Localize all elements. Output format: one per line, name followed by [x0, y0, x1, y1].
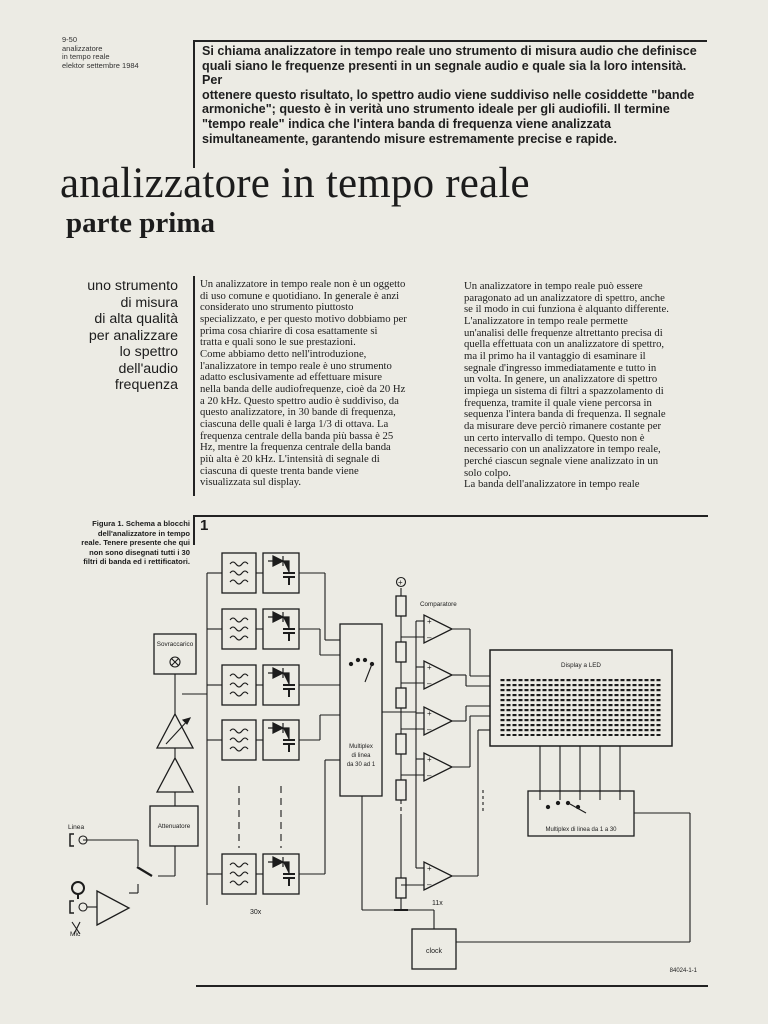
label-attenuatore: Attenuatore — [157, 823, 191, 830]
lede-line: frequenza — [114, 377, 178, 393]
text-line: l'analizzatore in tempo reale è uno strumento — [200, 359, 392, 372]
block-diagram: + – + Sovraccarico Attenuatore Linea Mic 30x Multiplex di linea da 30 ad 1 Comparatore 11x Display a LED Multiplex di linea da 1 a 30 clock 84024-1-1 — [3, 2, 697, 974]
text-line: sequenza l'intera banda di frequenza. Il segnale — [464, 408, 666, 421]
comparator-2 — [424, 661, 452, 689]
text-line: solo colpo. — [464, 466, 511, 479]
text-line: perché ciascun segnale viene analizzato in un — [464, 454, 659, 467]
lede-line: lo spettro — [119, 344, 178, 360]
text-line: nella banda delle audiofrequenze, cioè da 20 Hz — [200, 382, 406, 395]
text-line: di uso comune e quotidiano. In generale è anzi — [200, 289, 400, 302]
intro-line: simultaneamente, garantendo misure estremamente precise e rapide. — [202, 131, 618, 146]
text-line: L'analizzatore in tempo reale permette — [464, 314, 628, 327]
intro-line: Si chiama analizzatore in tempo reale uno strumento di misura audio che definisce — [202, 44, 697, 58]
text-line: Come abbiamo detto nell'introduzione, — [200, 347, 367, 360]
bandpass-filter-3 — [222, 665, 256, 705]
caption-line: filtri di banda ed i rettificatori. — [83, 557, 190, 566]
figure-number: 1 — [200, 517, 209, 534]
lede-line: per analizzare — [88, 327, 178, 344]
lede-line: dell'audio — [118, 360, 178, 377]
article-subtitle: parte prima — [66, 207, 215, 239]
text-line: Hz, mentre la frequenza centrale della banda — [200, 441, 391, 454]
text-line: segnale d'ingresso immediatamente e tutto in — [464, 361, 657, 374]
rectifier-4 — [263, 720, 299, 760]
text-line: ciascuna di queste trenta bande viene — [200, 464, 359, 477]
rectifier-2 — [263, 609, 299, 649]
caption-line: dell'analizzatore in tempo — [97, 528, 190, 538]
text-line: tratta e quali sono le sue prestazioni. — [200, 336, 356, 349]
label-multiplex-3: da 30 ad 1 — [346, 762, 376, 768]
meta-topic: analizzatore — [62, 43, 103, 53]
meta-issue: elektor settembre 1984 — [62, 60, 139, 70]
text-line: considerato uno strumento piuttosto — [200, 301, 354, 314]
intro-line: ottenere questo risultato, lo spettro audio viene suddiviso nelle cosiddette "bande — [202, 87, 695, 102]
page-number: 9-50 — [62, 35, 78, 44]
text-line: La banda dell'analizzatore in tempo reale — [464, 478, 640, 491]
text-line: un'analisi delle frequenze altrettanto precisa di — [464, 326, 663, 339]
label-comparator-count: 11x — [432, 900, 443, 907]
label-multiplex2: Multiplex di linea da 1 a 30 — [545, 827, 617, 833]
label-clock: clock — [426, 948, 442, 955]
text-line: Un analizzatore in tempo reale non è un oggetto — [200, 278, 406, 290]
comparator-3 — [424, 707, 452, 735]
text-line: quella effettuata con un analizzatore di spettro, — [464, 338, 665, 351]
rectifier-3 — [263, 665, 299, 705]
label-linea: Linea — [68, 824, 85, 831]
text-line: ma il primo ha il vantaggio di esaminare il — [464, 349, 646, 362]
text-line: frequenza, tramite il quale viene percorsa in — [464, 396, 652, 409]
article-title: analizzatore in tempo reale — [60, 160, 530, 207]
caption-line: reale. Tenere presente che qui — [81, 538, 190, 547]
text-line: frequenza centrale della banda più bassa è 25 — [200, 429, 394, 442]
rectifier-1 — [263, 553, 299, 593]
comparator-11 — [424, 862, 452, 890]
bandpass-filter-30 — [222, 854, 256, 894]
text-line: necessario con un analizzatore in tempo reale, — [464, 443, 661, 456]
label-multiplex-1: Multiplex — [349, 744, 373, 750]
text-line: questo analizzatore, in 30 bande di frequenza, — [200, 406, 396, 419]
text-line: specializzato, e per questo motivo dobbiamo per — [200, 312, 407, 325]
caption-line: non sono disegnati tutti i 30 — [89, 547, 190, 557]
comparator-4 — [424, 753, 452, 781]
lede-line: di alta qualità — [94, 311, 178, 327]
bottom-rule — [196, 985, 708, 987]
lede-line: di misura — [120, 294, 178, 311]
text-line: Un analizzatore in tempo reale può essere — [464, 280, 643, 292]
label-filters-count: 30x — [250, 909, 262, 916]
text-line: a 20 kHz. Questo spettro audio è suddiviso, da — [200, 394, 399, 407]
intro-line: quali siano le frequenze presenti in un segnale audio e quale sia la loro intensità. Per — [202, 58, 687, 88]
label-sovraccarico: Sovraccarico — [156, 641, 194, 648]
text-line: impiega un sistema di filtri a spazzolamento di — [464, 384, 664, 397]
label-display: Display a LED — [561, 662, 601, 669]
intro-line: armoniche"; questo è in verità uno strumento ideale per gli audiofili. Il termine — [202, 102, 670, 117]
caption-line: Figura 1. Schema a blocchi — [92, 519, 190, 528]
meta-topic-2: in tempo reale — [62, 52, 110, 61]
text-line: paragonato ad un analizzatore di spettro, anche — [464, 291, 665, 304]
text-line: prima cosa chiarire di cosa esattamente si — [200, 324, 378, 337]
bandpass-filter-2 — [222, 609, 256, 649]
bandpass-filter-4 — [222, 720, 256, 760]
text-line: ciascuna delle quali è larga 1/3 di ottava. La — [200, 417, 389, 430]
rectifier-30 — [263, 854, 299, 894]
figure-code: 84024-1-1 — [669, 968, 697, 974]
bandpass-filter-1 — [222, 553, 256, 593]
lede-line: uno strumento — [87, 278, 178, 294]
text-line: un certo intervallo di tempo. Questo non è — [464, 431, 645, 444]
plus-supply-symbol: + — [398, 578, 403, 587]
intro-line: "tempo reale" indica che l'intera banda di frequenza viene analizzata — [202, 116, 611, 131]
label-multiplex-2: di linea — [351, 753, 371, 759]
label-mic: Mic — [70, 931, 81, 938]
text-line: adatto esclusivamente ad effettuare misure — [200, 371, 383, 384]
text-line: da misurare deve perciò rimanere costante per — [464, 419, 662, 432]
text-line: più alta è 20 kHz. L'intensità di segnale di — [200, 452, 380, 465]
label-comparatore: Comparatore — [420, 601, 457, 608]
comparator-1 — [424, 615, 452, 643]
text-line: se il modo in cui funziona è alquanto differente. — [464, 303, 669, 316]
text-line: un volta. In genere, un analizzatore di spettro — [464, 373, 658, 386]
text-line: visualizzata sul display. — [200, 476, 302, 489]
